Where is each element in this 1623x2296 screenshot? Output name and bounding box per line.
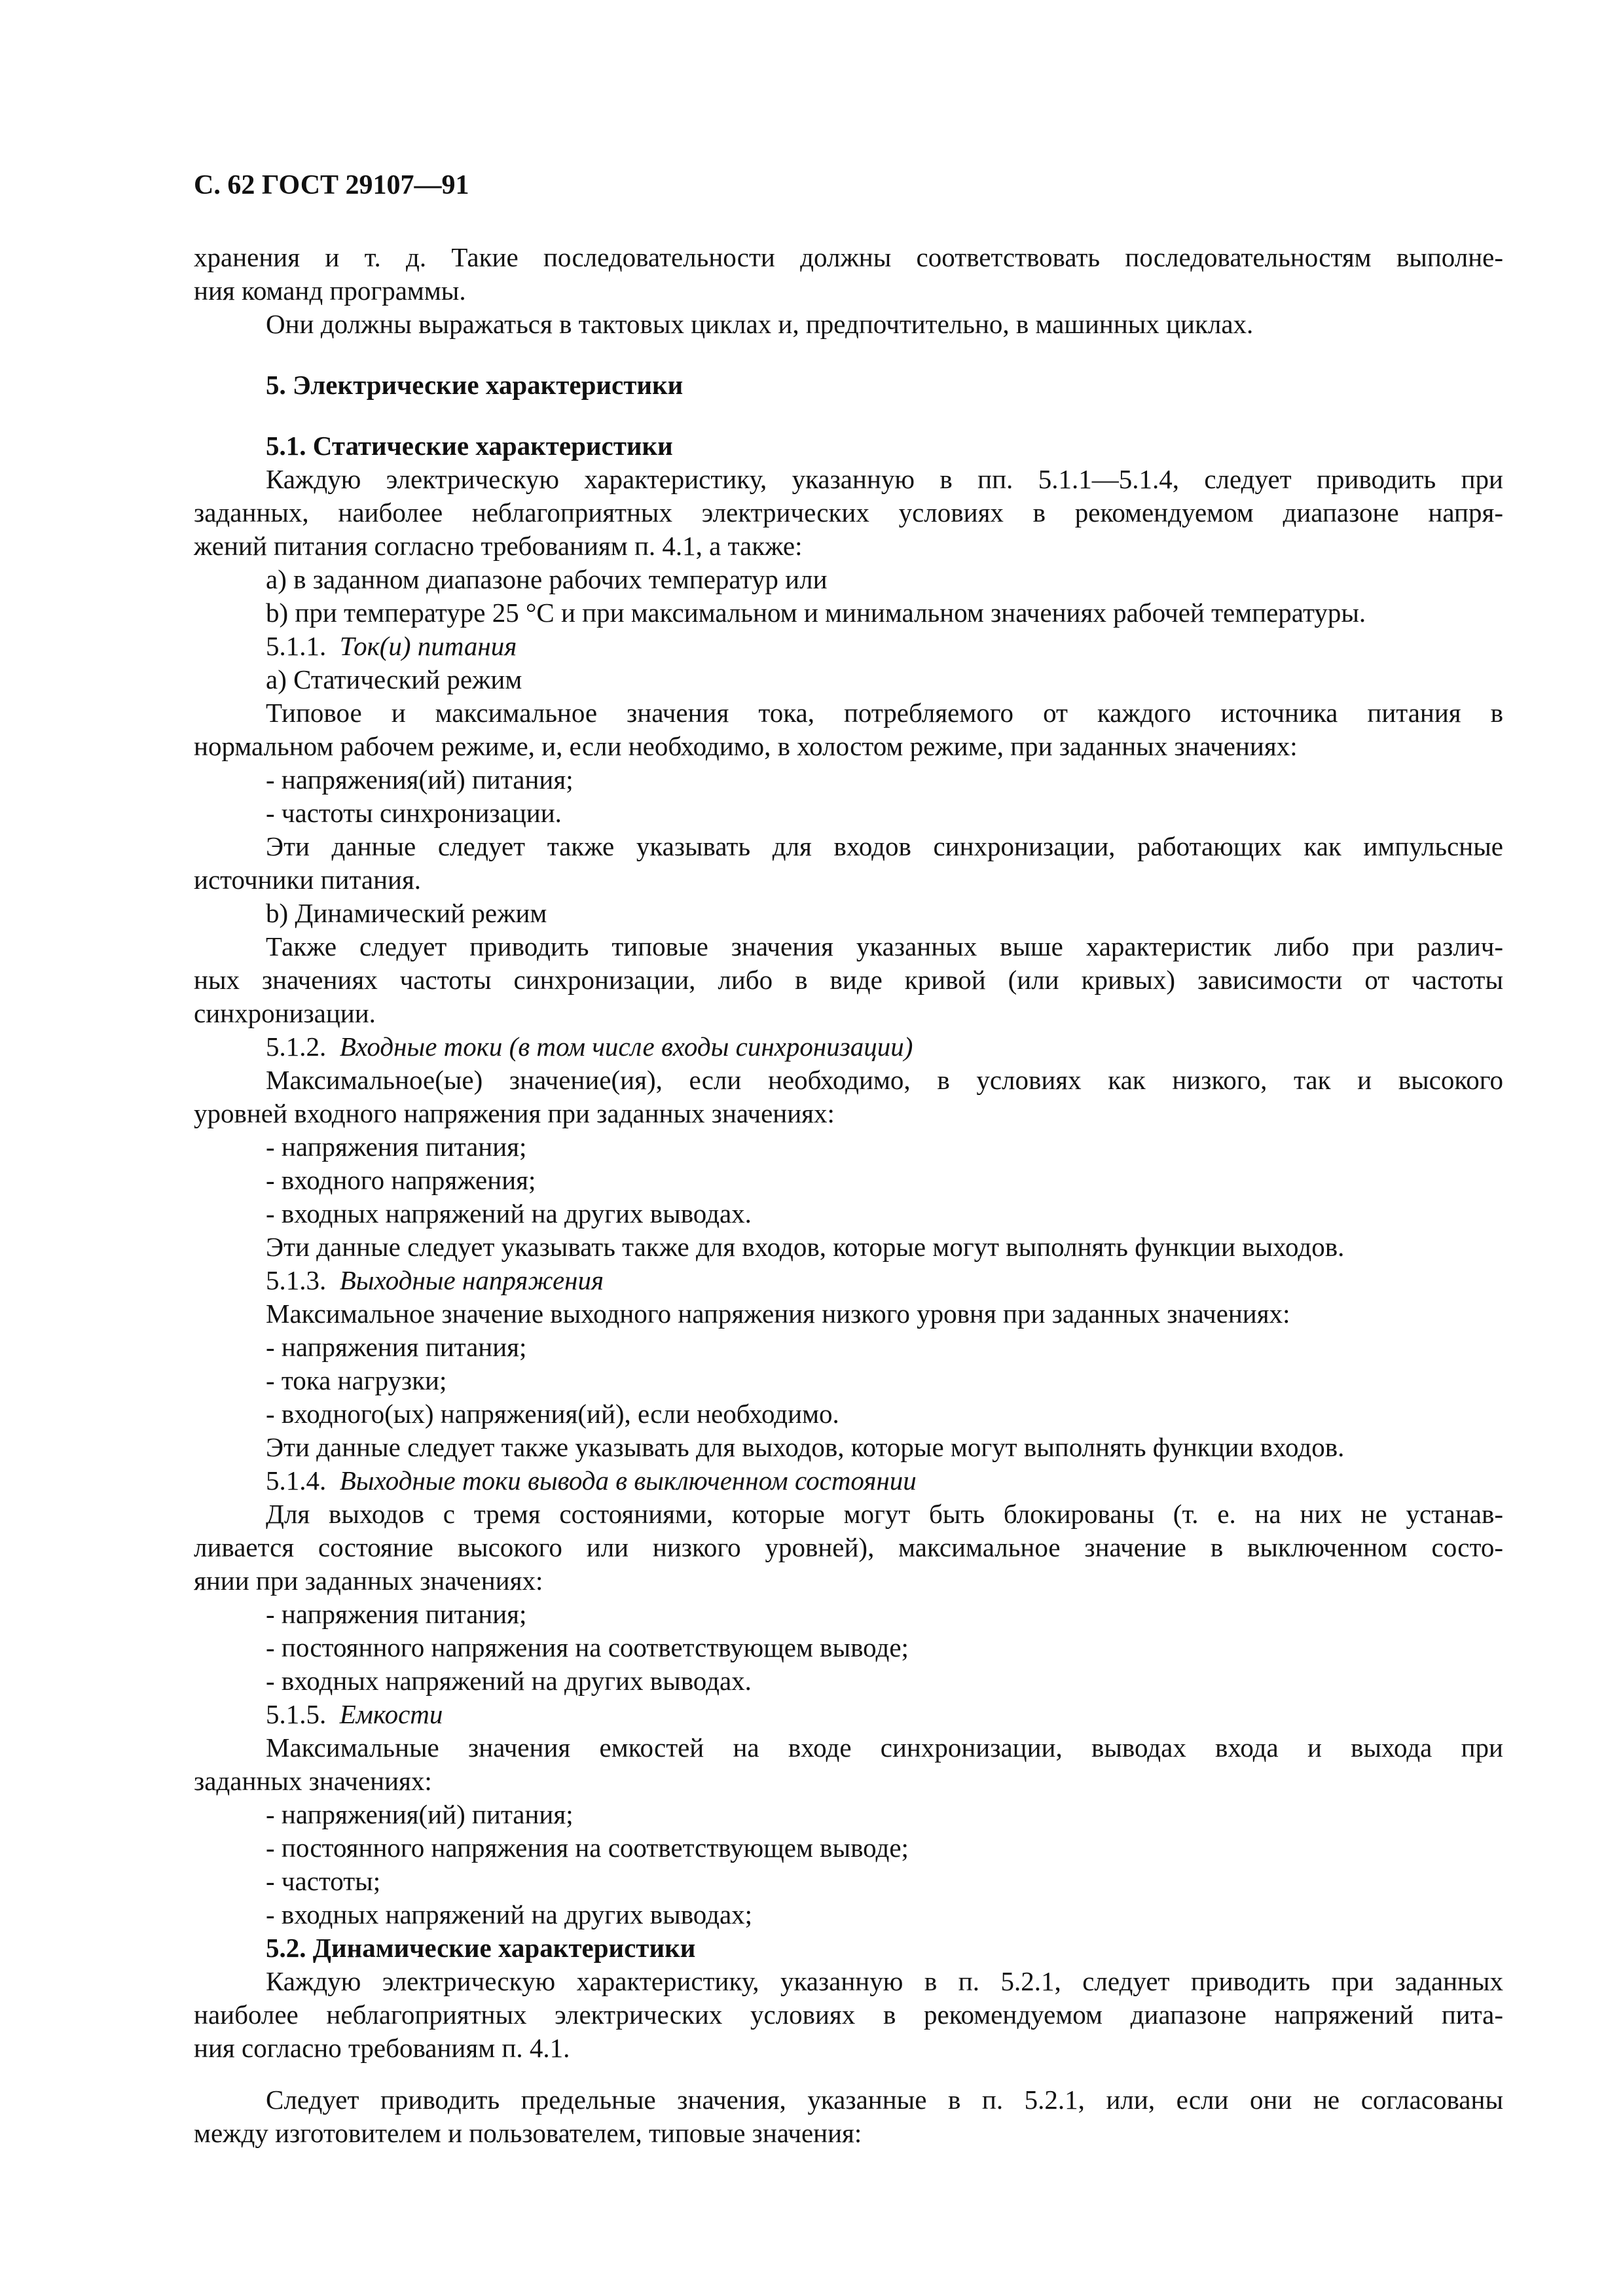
clause-number: 5.1.3. bbox=[266, 1265, 327, 1295]
text-line: заданных, наиболее неблагоприятных электрических условиях в рекомендуемом диапазоне напря- bbox=[194, 497, 1503, 528]
text-line: уровней входного напряжения при заданных значениях: bbox=[194, 1098, 835, 1128]
text-line: янии при заданных значениях: bbox=[194, 1566, 543, 1596]
list-item: - входных напряжений на других выводах; bbox=[266, 1899, 753, 1929]
text-line: между изготовителем и пользователем, типовые значения: bbox=[194, 2118, 862, 2148]
text-line: ния команд программы. bbox=[194, 276, 466, 306]
list-item: - напряжения питания; bbox=[266, 1332, 527, 1362]
list-item: - напряжения питания; bbox=[266, 1132, 527, 1162]
subsection-heading: 5.2. Динамические характеристики bbox=[266, 1933, 696, 1963]
text-line: нормальном рабочем режиме, и, если необходимо, в холостом режиме, при заданных значениях: bbox=[194, 731, 1298, 761]
list-item: - частоты; bbox=[266, 1866, 381, 1896]
text-line: Эти данные следует также указывать для выходов, которые могут выполнять функции входов. bbox=[266, 1432, 1345, 1462]
list-item: - входных напряжений на других выводах. bbox=[266, 1198, 752, 1229]
section-heading: 5. Электрические характеристики bbox=[266, 370, 684, 400]
clause-title bbox=[194, 1264, 1503, 1297]
clause-title bbox=[194, 630, 1503, 663]
text-line: хранения и т. д. Такие последовательности должны соответствовать последовательностям выполне- bbox=[194, 242, 1503, 272]
list-item: - напряжения(ий) питания; bbox=[266, 764, 574, 795]
text-line: Каждую электрическую характеристику, указанную в пп. 5.1.1—5.1.4, следует приводить при bbox=[266, 464, 1503, 494]
clause-number: 5.1.2. bbox=[266, 1031, 327, 1062]
clause-name: Входные токи (в том числе входы синхронизации) bbox=[339, 1031, 913, 1062]
clause-name: Выходные токи вывода в выключенном состоянии bbox=[339, 1465, 917, 1496]
text-line: Максимальные значения емкостей на входе синхронизации, выводах входа и выхода при bbox=[266, 1732, 1503, 1763]
subsection-heading: 5.1. Статические характеристики bbox=[266, 431, 673, 461]
list-item: - постоянного напряжения на соответствующем выводе; bbox=[266, 1833, 909, 1863]
document-page bbox=[194, 169, 1503, 2150]
text-line: Эти данные следует также указывать для входов синхронизации, работающих как импульсные bbox=[266, 831, 1503, 861]
text-line: Максимальное значение выходного напряжения низкого уровня при заданных значениях: bbox=[266, 1299, 1290, 1329]
list-item: - напряжения питания; bbox=[266, 1599, 527, 1629]
text-line: ливается состояние высокого или низкого уровней), максимальное значение в выключенном состо- bbox=[194, 1532, 1503, 1562]
list-item: - входного напряжения; bbox=[266, 1165, 536, 1195]
clause-title bbox=[194, 1030, 1503, 1064]
text-line: ных значениях частоты синхронизации, либо в виде кривой (или кривых) зависимости от частоты bbox=[194, 965, 1503, 995]
text-line: Следует приводить предельные значения, указанные в п. 5.2.1, или, если они не согласованы bbox=[266, 2085, 1503, 2115]
clause-number: 5.1.4. bbox=[266, 1465, 327, 1496]
text-line: источники питания. bbox=[194, 865, 422, 895]
text-line: жений питания согласно требованиям п. 4.1, а также: bbox=[194, 531, 803, 561]
clause-number: 5.1.5. bbox=[266, 1699, 327, 1729]
page-header: С. 62 ГОСТ 29107—91 bbox=[194, 170, 469, 200]
clause-name: Емкости bbox=[339, 1699, 443, 1729]
list-item: - тока нагрузки; bbox=[266, 1365, 447, 1395]
list-item: - входного(ых) напряжения(ий), если необходимо. bbox=[266, 1399, 839, 1429]
list-item: b) Динамический режим bbox=[266, 898, 547, 928]
text-line: наиболее неблагоприятных электрических условиях в рекомендуемом диапазоне напряжений пита- bbox=[194, 2000, 1503, 2030]
list-item: b) при температуре 25 °C и при максимальном и минимальном значениях рабочей температуры. bbox=[266, 598, 1366, 628]
clause-name: Ток(и) питания bbox=[339, 631, 517, 661]
text-line: Эти данные следует указывать также для входов, которые могут выполнять функции выходов. bbox=[266, 1232, 1345, 1262]
text-line: Для выходов с тремя состояниями, которые могут быть блокированы (т. е. на них не устанав- bbox=[266, 1499, 1503, 1529]
list-item: a) Статический режим bbox=[266, 664, 522, 694]
list-item: - частоты синхронизации. bbox=[266, 798, 562, 828]
text-line: Типовое и максимальное значения тока, потребляемого от каждого источника питания в bbox=[266, 698, 1503, 728]
text-line: синхронизации. bbox=[194, 998, 376, 1028]
list-item: - входных напряжений на других выводах. bbox=[266, 1666, 752, 1696]
clause-number: 5.1.1. bbox=[266, 631, 327, 661]
text-line: ния согласно требованиям п. 4.1. bbox=[194, 2033, 570, 2063]
list-item: - постоянного напряжения на соответствующем выводе; bbox=[266, 1632, 909, 1662]
list-item: a) в заданном диапазоне рабочих температур или bbox=[266, 564, 828, 594]
text-line: Они должны выражаться в тактовых циклах и, предпочтительно, в машинных циклах. bbox=[266, 309, 1254, 339]
text-line: заданных значениях: bbox=[194, 1766, 432, 1796]
clause-title bbox=[194, 1698, 1503, 1731]
text-line: Каждую электрическую характеристику, указанную в п. 5.2.1, следует приводить при заданных bbox=[266, 1966, 1503, 1996]
text-line: Также следует приводить типовые значения указанных выше характеристик либо при различ- bbox=[266, 931, 1503, 961]
text-line: Максимальное(ые) значение(ия), если необходимо, в условиях как низкого, так и высокого bbox=[266, 1065, 1503, 1095]
clause-name: Выходные напряжения bbox=[339, 1265, 604, 1295]
clause-title bbox=[194, 1464, 1503, 1498]
list-item: - напряжения(ий) питания; bbox=[266, 1799, 574, 1829]
